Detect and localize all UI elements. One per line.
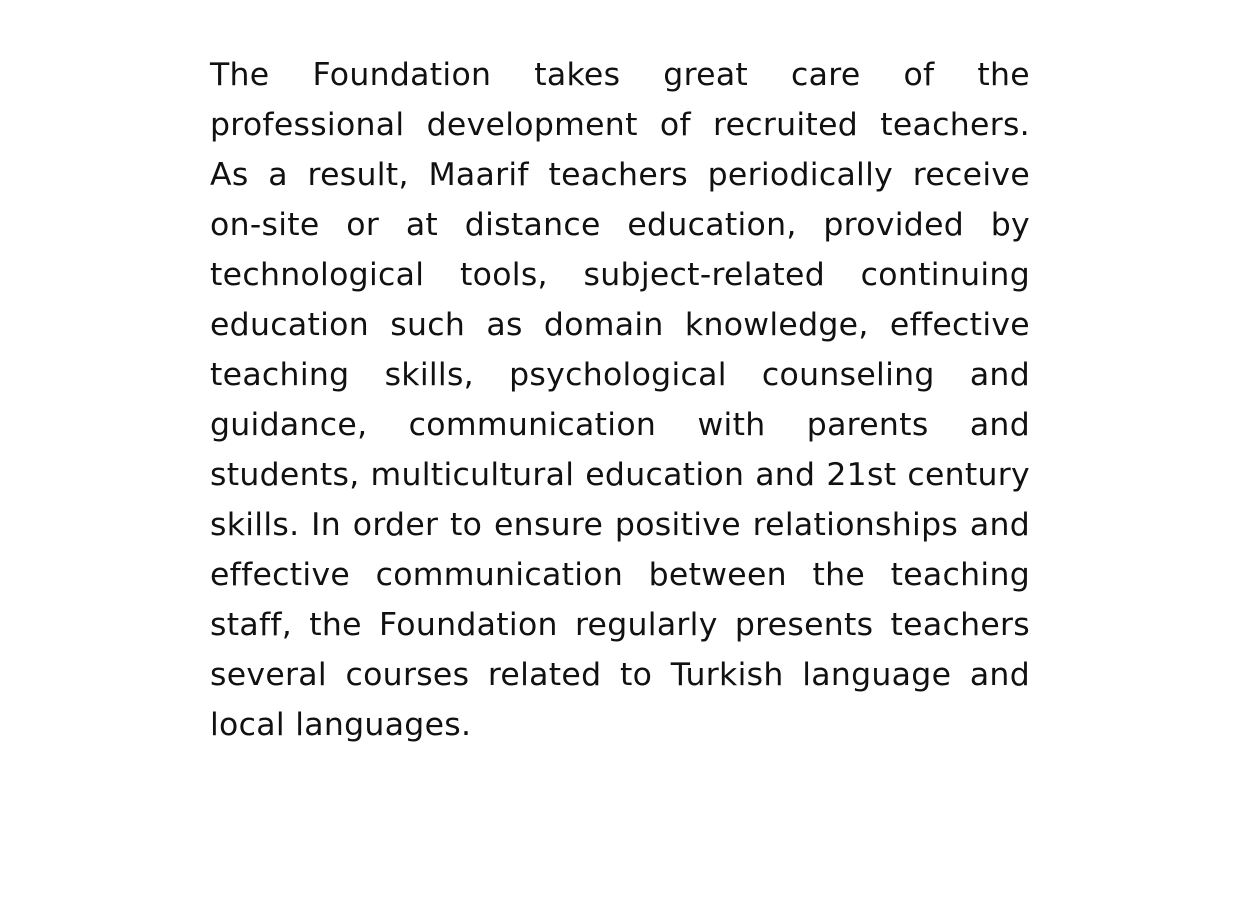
document-body — [210, 50, 1030, 750]
body-paragraph: The Foundation takes great care of the professional development of recruited teachers. As a result, Maarif teachers periodically receive on-site or at distance education, provided by technological tools, subject-related continuing education such as domain knowledge, effective teaching skills, psychological counseling and guidance, communication with parents and students, multicultural education and 21st century skills. In order to ensure positive relationships and effective communication between the teaching staff, the Foundation regularly presents teachers several courses related to Turkish language and local languages. — [210, 57, 1030, 743]
